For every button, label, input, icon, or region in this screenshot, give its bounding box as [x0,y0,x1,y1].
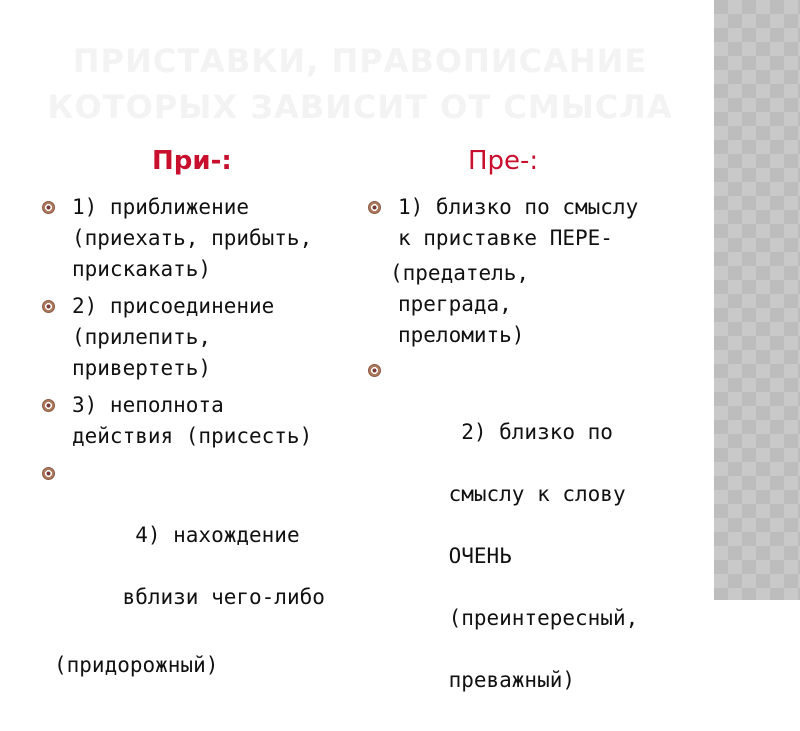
list-continuation: (предатель, преграда, преломить) [390,261,530,347]
title-line-1: ПРИСТАВКИ, ПРАВОПИСАНИЕ [72,42,648,80]
list-item: 1) близко по смыслу к приставке ПЕРЕ- [368,192,668,254]
bullet-icon [42,399,55,412]
list-item: 1) приближение (приехать, прибыть, прискакать) [42,192,342,285]
slide-title [20,38,700,130]
title-line-2: КОТОРЫХ ЗАВИСИТ ОТ СМЫСЛА [47,88,673,126]
bullet-icon [42,300,55,313]
list-item: 2) близко по смыслу к слову ОЧЕНЬ (преинтересный, преважный) [368,355,668,727]
list-item: 4) нахождение вблизи чего-либо [42,458,342,644]
bullet-icon [368,201,381,214]
list-pre [368,192,668,731]
heading-pre: Пре-: [468,146,539,176]
list-pri [42,192,342,685]
list-item: 2) присоединение (прилепить, привертеть) [42,291,342,384]
heading-pri: При-: [152,146,232,176]
bullet-icon [368,364,381,377]
bullet-icon [42,467,55,480]
bullet-icon [42,201,55,214]
list-item: 3) неполнота действия (присесть) [42,390,342,452]
decorative-side-pattern [714,0,800,600]
list-continuation: (придорожный) [54,653,219,677]
